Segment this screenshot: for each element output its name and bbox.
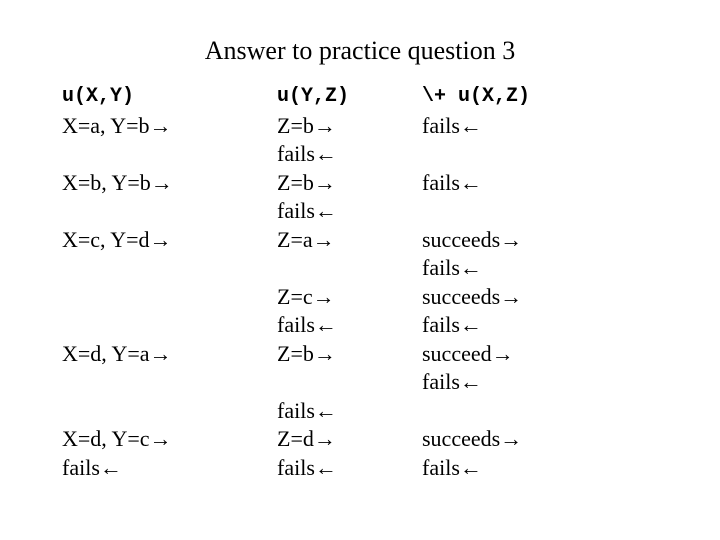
- trace-line: fails←: [277, 312, 337, 337]
- trace-line: X=d, Y=c→: [62, 426, 172, 451]
- trace-line: [62, 254, 173, 283]
- column-header: u(X,Y): [62, 85, 135, 108]
- trace-line: [422, 197, 530, 226]
- trace-line: [422, 140, 530, 169]
- trace-line: [62, 368, 173, 397]
- trace-line: fails←: [62, 454, 122, 480]
- trace-line: fails←: [277, 198, 337, 223]
- trace-line: succeeds→: [422, 226, 523, 252]
- trace-line: fails←: [422, 169, 482, 195]
- column-u-x-y: [62, 83, 173, 482]
- trace-line: succeed→: [422, 340, 514, 366]
- trace-line: succeeds→: [422, 283, 523, 309]
- column-not-u-x-z: [422, 83, 530, 482]
- trace-line: fails←: [277, 397, 337, 423]
- trace-line: Z=b→: [277, 169, 336, 195]
- column-u-y-z: [277, 83, 349, 482]
- column-header: \+ u(X,Z): [422, 85, 531, 108]
- trace-line: Z=a→: [277, 226, 335, 252]
- trace-line: X=c, Y=d→: [62, 226, 172, 252]
- trace-line: X=a, Y=b→: [62, 112, 172, 138]
- trace-line: [277, 368, 349, 397]
- trace-line: fails←: [422, 112, 482, 138]
- trace-line: [62, 397, 173, 426]
- slide-title: Answer to practice question 3: [204, 36, 516, 65]
- trace-line: [62, 283, 173, 312]
- trace-line: fails←: [277, 141, 337, 166]
- trace-line: fails←: [422, 255, 482, 280]
- trace-line: fails←: [422, 369, 482, 394]
- trace-line: X=d, Y=a→: [62, 340, 172, 366]
- trace-line: [422, 397, 530, 426]
- column-header: u(Y,Z): [277, 85, 350, 108]
- trace-line: [62, 311, 173, 340]
- trace-line: Z=b→: [277, 112, 336, 138]
- trace-line: Z=d→: [277, 426, 336, 451]
- trace-line: fails←: [422, 454, 482, 480]
- trace-line: [62, 140, 173, 169]
- trace-line: [277, 254, 349, 283]
- trace-line: [62, 197, 173, 226]
- trace-line: Z=c→: [277, 283, 335, 309]
- trace-line: succeeds→: [422, 426, 523, 451]
- trace-line: fails←: [277, 454, 337, 480]
- trace-line: fails←: [422, 312, 482, 337]
- trace-line: Z=b→: [277, 340, 336, 366]
- trace-line: X=b, Y=b→: [62, 169, 173, 195]
